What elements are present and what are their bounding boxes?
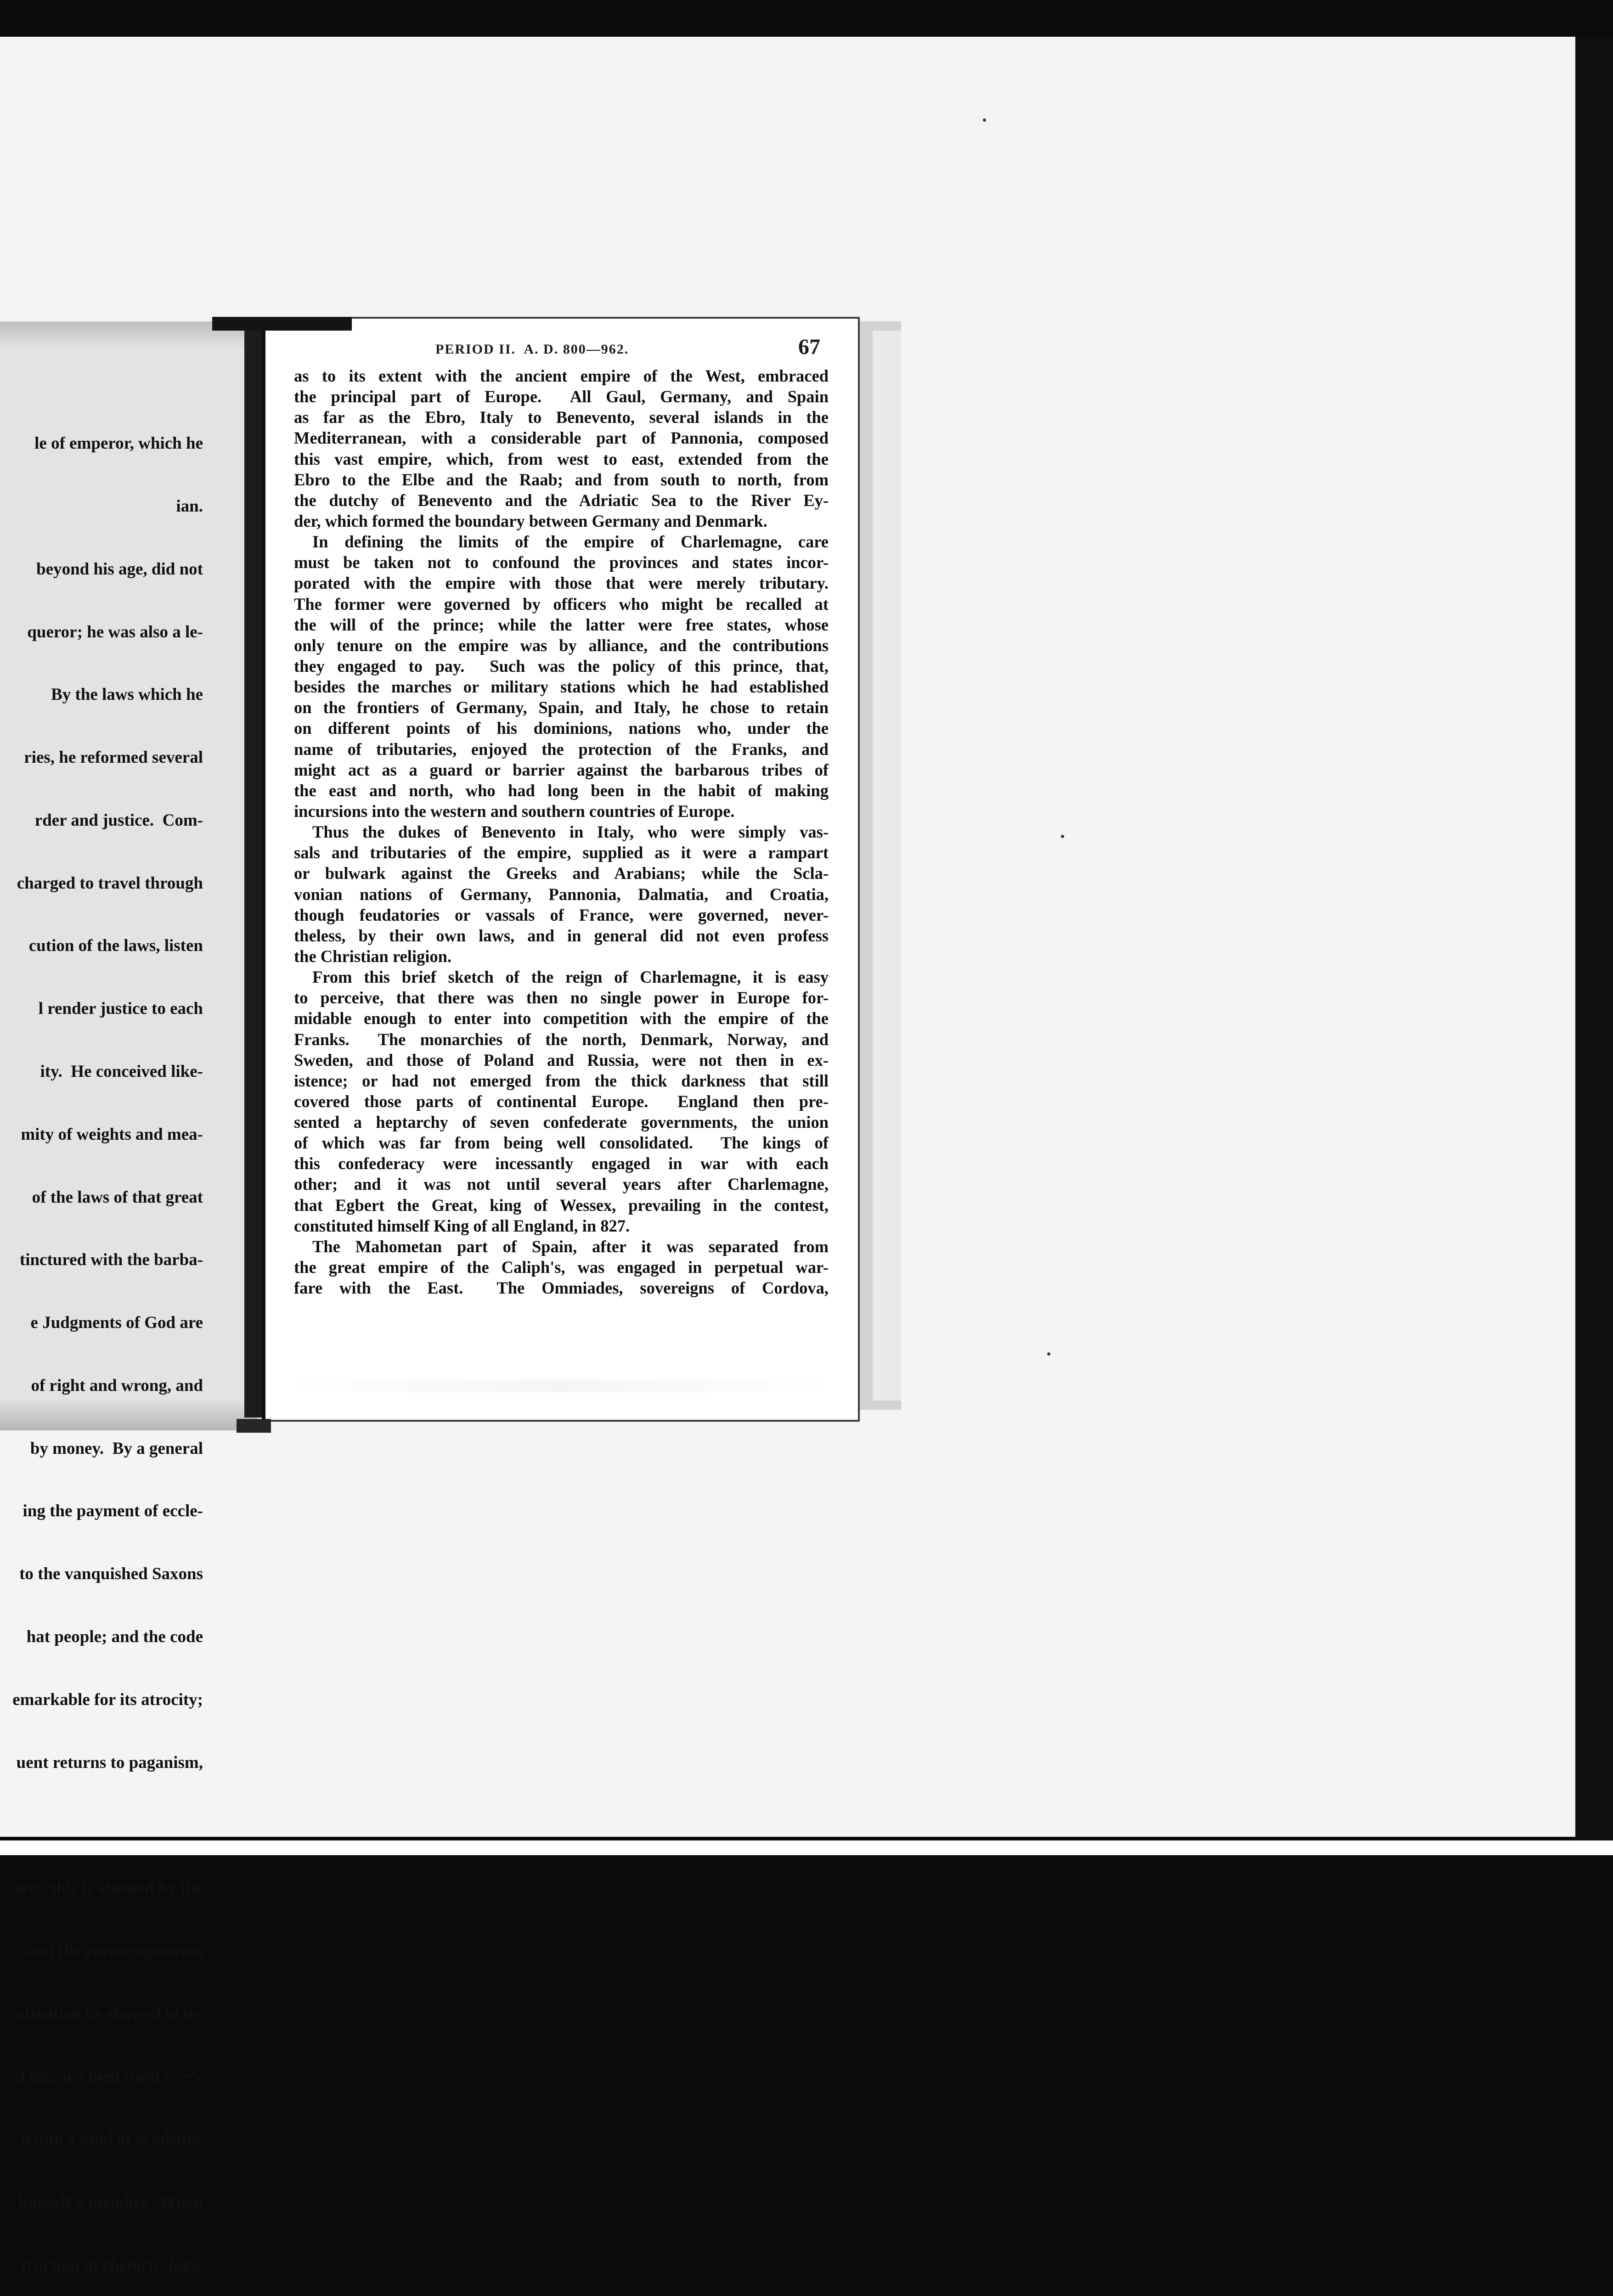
text-line: they engaged to pay. Such was the policy of this prince, that, (294, 656, 829, 675)
bleed-through-shadow (284, 1379, 835, 1392)
facing-page-text (0, 391, 203, 2296)
text-line: Franks. The monarchies of the north, Denmark, Norway, and (294, 1030, 829, 1049)
dust-speck (983, 118, 986, 122)
text-line: must be taken not to confound the provinces and states incor- (294, 553, 829, 572)
text-line: From this brief sketch of the reign of Charlemagne, it is easy (312, 968, 829, 987)
text-line: the great empire of the Caliph's, was engaged in perpetual war- (294, 1258, 829, 1277)
text-line: Ebro to the Elbe and the Raab; and from south to north, from (294, 470, 829, 489)
text-line: incursions into the western and southern countries of Europe. (294, 801, 735, 821)
text-line: or bulwark against the Greeks and Arabians; while the Scla- (294, 864, 829, 883)
text-line: the east and north, who had long been in the habit of making (294, 781, 829, 800)
text-line: rder and justice. Com- (34, 810, 203, 830)
text-line: truction in rhetoric, logic (21, 2255, 203, 2274)
text-line: though feudatories or vassals of France, were governed, never- (294, 905, 829, 924)
dust-speck (1061, 835, 1064, 838)
facing-page (0, 321, 257, 2274)
text-line: The Mahometan part of Spain, after it was separated from (312, 1237, 829, 1256)
text-line: by money. By a general (30, 1439, 203, 1458)
text-line: midable enough to enter into competition with the empire of the (294, 1009, 829, 1028)
text-line: Sweden, and those of Poland and Russia, were not then in ex- (294, 1050, 829, 1069)
text-line: cution of the laws, listen (28, 936, 203, 956)
text-line: other; and it was not until several years after Charlemagne, (294, 1175, 829, 1194)
text-line: name of tributaries, enjoyed the protection of the Franks, and (294, 739, 829, 759)
dust-speck (1047, 1352, 1050, 1356)
text-line: ian. (176, 496, 203, 516)
text-line: himself a member. When (18, 2193, 203, 2212)
text-line: constituted himself King of all England, in 827. (294, 1216, 630, 1235)
text-line: charged to travel through (17, 873, 203, 893)
text-line: The former were governed by officers who might be recalled at (294, 594, 829, 613)
book-gutter (244, 324, 262, 1418)
facing-page-bottom-shadow (0, 1398, 257, 1430)
text-line: tinctured with the barba- (19, 1250, 203, 1270)
running-head: PERIOD II. A. D. 800—962. (435, 342, 629, 357)
text-line: only tenure on the empire was by alliance, and the contributions (294, 636, 829, 655)
text-line: ters, this is attested by the (15, 1879, 203, 1898)
text-line: l render justice to each (38, 999, 203, 1019)
text-line: mity of weights and mea- (21, 1125, 203, 1144)
text-line: ing the payment of eccle- (23, 1502, 203, 1521)
text-line: By the laws which he (51, 685, 203, 704)
text-line: the dutchy of Benevento and the Adriatic Sea to the River Ey- (294, 490, 829, 510)
text-line: n into a kind of academy, (21, 2130, 203, 2149)
binding-tab (212, 317, 352, 331)
text-line: covered those parts of continental Europe. England then pre- (294, 1092, 829, 1111)
text-line: attention he showed in in- (16, 2004, 203, 2023)
text-line: on the frontiers of Germany, Spain, and Italy, he chose to retain (294, 698, 829, 717)
text-line: this confederacy were incessantly engaged in war with each (294, 1154, 829, 1173)
text-line: theless, by their own laws, and in general did not even profess (294, 926, 829, 945)
text-line: der, which formed the boundary between Germany and Denmark. (294, 511, 767, 530)
text-line: beyond his age, did not (36, 559, 203, 579)
text-line: the Christian religion. (294, 946, 452, 966)
text-line: as to its extent with the ancient empire of the West, embraced (294, 366, 829, 385)
text-line: uent returns to paganism, (16, 1753, 203, 1772)
text-line (0, 1815, 203, 1836)
text-line: to perceive, that there was then no single power in Europe for- (294, 988, 829, 1007)
text-line: porated with the empire with those that were merely tributary. (294, 574, 829, 593)
scan-border-bottom (0, 1840, 1613, 1855)
text-line: In defining the limits of the empire of Charlemagne, care (312, 532, 829, 551)
text-line: to the vanquished Saxons (19, 1564, 203, 1584)
text-line: d learned men from every (15, 2067, 203, 2086)
scan-border-right (1575, 37, 1613, 1841)
book-page (262, 317, 860, 1422)
page-stack-edge-inner (873, 331, 901, 1401)
text-line: vonian nations of Germany, Pannonia, Dalmatia, and Croatia, (294, 884, 829, 904)
text-line: fare with the East. The Ommiades, sovereigns of Cordova, (294, 1278, 829, 1298)
text-line: and the encouragements (26, 1941, 203, 1960)
page-number: 67 (798, 335, 820, 359)
page-body-text (294, 366, 829, 1298)
text-line: on different points of his dominions, nations who, under the (294, 719, 829, 738)
text-line: queror; he was also a le- (27, 622, 203, 642)
text-line: istence; or had not emerged from the thick darkness that still (294, 1071, 829, 1090)
text-line: of right and wrong, and (31, 1376, 203, 1395)
text-line: sented a heptarchy of seven confederate governments, the union (294, 1113, 829, 1132)
text-line: hat people; and the code (26, 1627, 203, 1647)
text-line: Thus the dukes of Benevento in Italy, who were simply vas- (312, 822, 829, 842)
text-line: Mediterranean, with a considerable part of Pannonia, composed (294, 428, 829, 448)
text-line: of which was far from being well consolidated. The kings of (294, 1133, 829, 1153)
text-line: the principal part of Europe. All Gaul, Germany, and Spain (294, 387, 829, 406)
text-line: the will of the prince; while the latter were free states, whose (294, 615, 829, 634)
text-line: besides the marches or military stations which he had established (294, 677, 829, 697)
text-line: sals and tributaries of the empire, supplied as it were a rampart (294, 843, 829, 862)
text-line: that Egbert the Great, king of Wessex, prevailing in the contest, (294, 1195, 829, 1215)
text-line: might act as a guard or barrier against the barbarous tribes of (294, 760, 829, 779)
text-line: le of emperor, which he (34, 434, 203, 453)
binding-base (237, 1419, 271, 1433)
text-line: e Judgments of God are (30, 1313, 203, 1333)
text-line: ries, he reformed several (24, 748, 203, 767)
text-line: emarkable for its atrocity; (12, 1690, 203, 1709)
text-line: this vast empire, which, from west to east, extended from the (294, 449, 829, 468)
text-line: of the laws of that great (32, 1187, 203, 1207)
text-line: ity. He conceived like- (40, 1062, 203, 1081)
text-line: as far as the Ebro, Italy to Benevento, several islands in the (294, 408, 829, 427)
